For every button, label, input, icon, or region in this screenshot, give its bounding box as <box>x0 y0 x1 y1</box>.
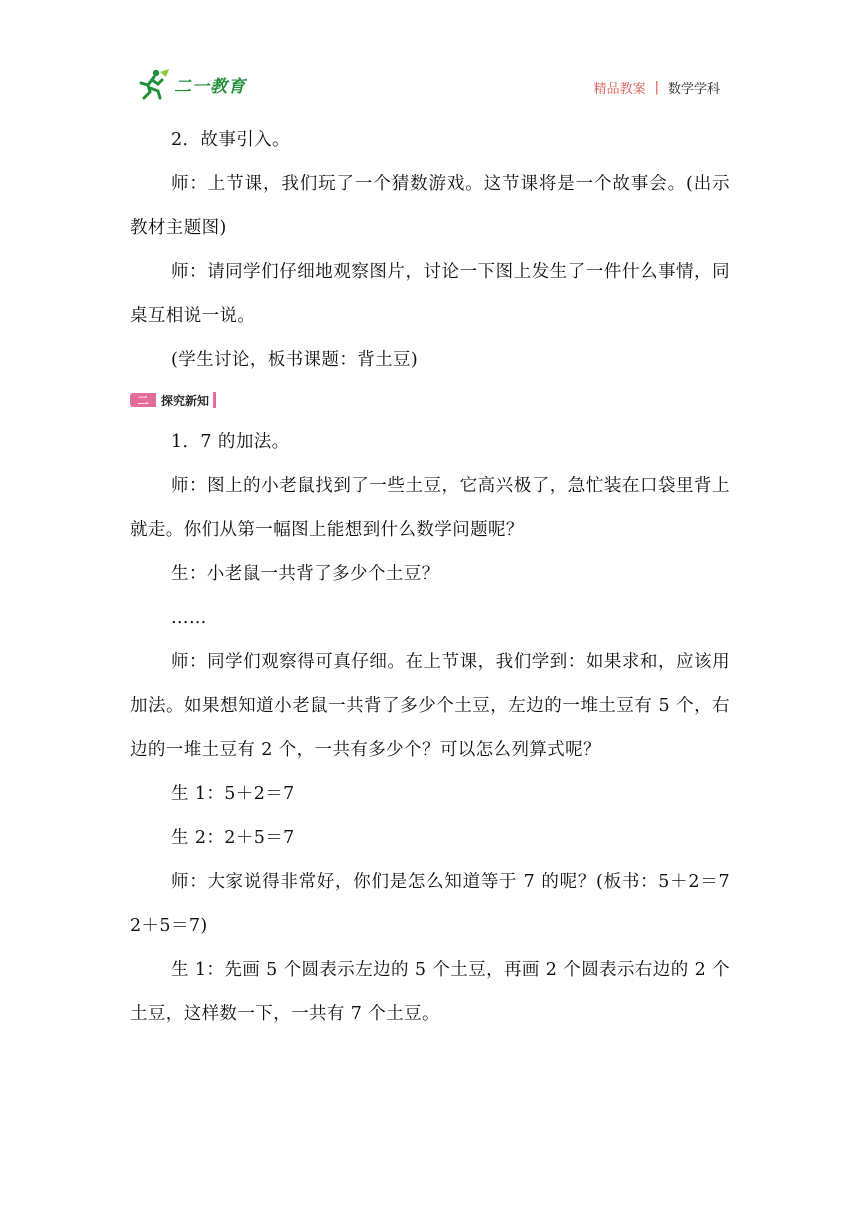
paragraph: 生 1：先画 5 个圆表示左边的 5 个土豆，再画 2 个圆表示右边的 2 个土豆，这样数一下，一共有 7 个土豆。 <box>130 960 730 1024</box>
paragraph: 师：上节课，我们玩了一个猜数游戏。这节课将是一个故事会。(出示教材主题图) <box>130 174 730 238</box>
paragraph: (学生讨论，板书课题：背土豆) <box>171 350 419 370</box>
paragraph: …… <box>171 608 207 628</box>
section-number-badge: 二 <box>130 393 156 407</box>
paragraph: 生 2：2＋5＝7 <box>171 828 295 848</box>
paragraph: 师：请同学们仔细地观察图片，讨论一下图上发生了一件什么事情，同桌互相说一说。 <box>130 262 730 326</box>
paragraph: 生：小老鼠一共背了多少个土豆？ <box>171 564 440 584</box>
runner-logo-icon <box>136 68 170 100</box>
logo-text: 二一教育 <box>174 76 246 97</box>
header-tag: 精品教案 <box>593 82 646 97</box>
paragraph: 师：同学们观察得可真仔细。在上节课，我们学到：如果求和，应该用加法。如果想知道小老鼠一共背了多少个土豆，左边的一堆土豆有 5 个，右边的一堆土豆有 2 个，一共有多少个？可以怎么列算式呢？ <box>130 652 730 760</box>
section-bar <box>213 392 216 408</box>
paragraph: 生 1：5＋2＝7 <box>171 784 295 804</box>
paragraph: 师：图上的小老鼠找到了一些土豆，它高兴极了，急忙装在口袋里背上就走。你们从第一幅图上能想到什么数学问题呢？ <box>130 476 730 540</box>
paragraph: 1．7 的加法。 <box>171 432 290 452</box>
section-title: 探究新知 <box>161 393 210 408</box>
header-separator: | <box>654 80 659 95</box>
paragraph: 师：大家说得非常好，你们是怎么知道等于 7 的呢？(板书：5＋2＝7 2＋5＝7) <box>130 872 748 936</box>
header-subject: 数学学科 <box>667 82 720 97</box>
page-header <box>0 0 860 110</box>
logo <box>136 66 246 102</box>
paragraph: 2．故事引入。 <box>171 130 290 150</box>
section-heading <box>130 388 730 412</box>
document-body <box>130 118 748 1036</box>
header-tags <box>594 78 720 97</box>
